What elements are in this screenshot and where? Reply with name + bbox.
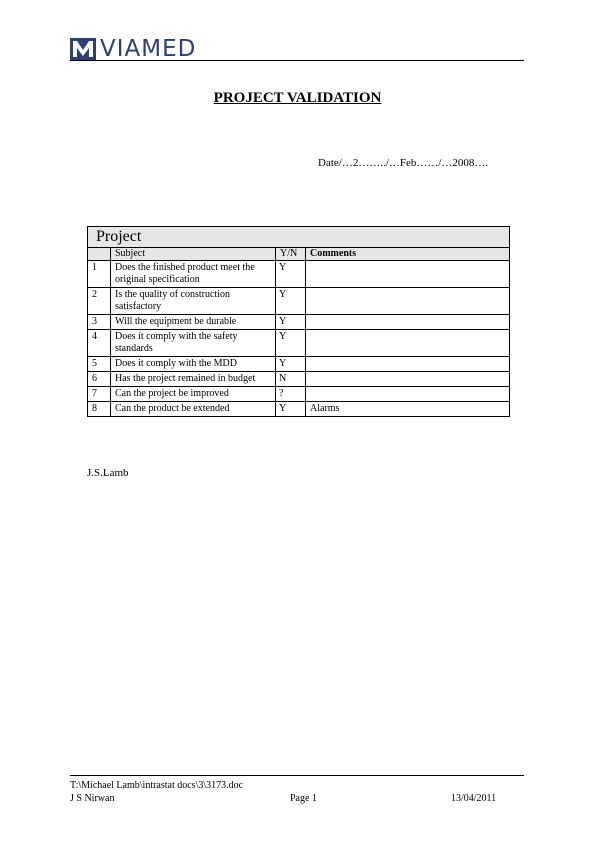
table-row	[88, 330, 510, 357]
column-header-comments: Comments	[306, 248, 510, 261]
row-comments: Alarms	[306, 402, 510, 417]
row-comments	[306, 315, 510, 330]
header-divider	[70, 60, 524, 61]
row-subject: Can the product be extended	[111, 402, 276, 417]
table-header-row	[88, 248, 510, 261]
footer-date: 13/04/2011	[451, 793, 497, 804]
row-number: 8	[88, 402, 111, 417]
date-line: Date/…2……../…Feb……/…2008….	[318, 157, 489, 169]
logo-text: VIAMED	[100, 36, 197, 62]
row-yn: Y	[276, 261, 306, 288]
row-subject: Does it comply with the safety standards	[111, 330, 276, 357]
table-row	[88, 315, 510, 330]
table-row	[88, 372, 510, 387]
row-subject: Does the finished product meet the original specification	[111, 261, 276, 288]
footer-file-path: T:\Michael Lamb\intrastat docs\3\3173.doc	[70, 780, 244, 791]
validation-table	[87, 226, 510, 417]
row-comments	[306, 357, 510, 372]
footer-divider	[70, 775, 524, 776]
row-yn: Y	[276, 330, 306, 357]
row-comments	[306, 330, 510, 357]
row-number: 6	[88, 372, 111, 387]
row-comments	[306, 261, 510, 288]
row-comments	[306, 288, 510, 315]
table-caption: Project	[88, 227, 510, 248]
row-subject: Does it comply with the MDD	[111, 357, 276, 372]
row-subject: Can the project be improved	[111, 387, 276, 402]
row-yn: ?	[276, 387, 306, 402]
row-yn: Y	[276, 315, 306, 330]
viamed-logo-icon	[70, 38, 96, 60]
row-yn: Y	[276, 357, 306, 372]
row-comments	[306, 387, 510, 402]
document-title: PROJECT VALIDATION	[213, 90, 382, 106]
row-subject: Will the equipment be durable	[111, 315, 276, 330]
table-row	[88, 387, 510, 402]
signature: J.S.Lamb	[87, 467, 129, 479]
row-number: 2	[88, 288, 111, 315]
row-yn: Y	[276, 288, 306, 315]
footer-page-number: Page 1	[290, 793, 317, 804]
company-logo	[70, 37, 196, 61]
table-row	[88, 357, 510, 372]
row-number: 5	[88, 357, 111, 372]
footer-author: J S Nirwan	[70, 793, 115, 804]
row-subject: Is the quality of construction satisfactory	[111, 288, 276, 315]
row-yn: N	[276, 372, 306, 387]
column-header-subject: Subject	[111, 248, 276, 261]
row-subject: Has the project remained in budget	[111, 372, 276, 387]
row-number: 7	[88, 387, 111, 402]
column-header-yn: Y/N	[276, 248, 306, 261]
row-number: 1	[88, 261, 111, 288]
row-number: 3	[88, 315, 111, 330]
row-number: 4	[88, 330, 111, 357]
table-row	[88, 402, 510, 417]
table-row	[88, 288, 510, 315]
column-header-number	[88, 248, 111, 261]
row-yn: Y	[276, 402, 306, 417]
table-row	[88, 261, 510, 288]
row-comments	[306, 372, 510, 387]
